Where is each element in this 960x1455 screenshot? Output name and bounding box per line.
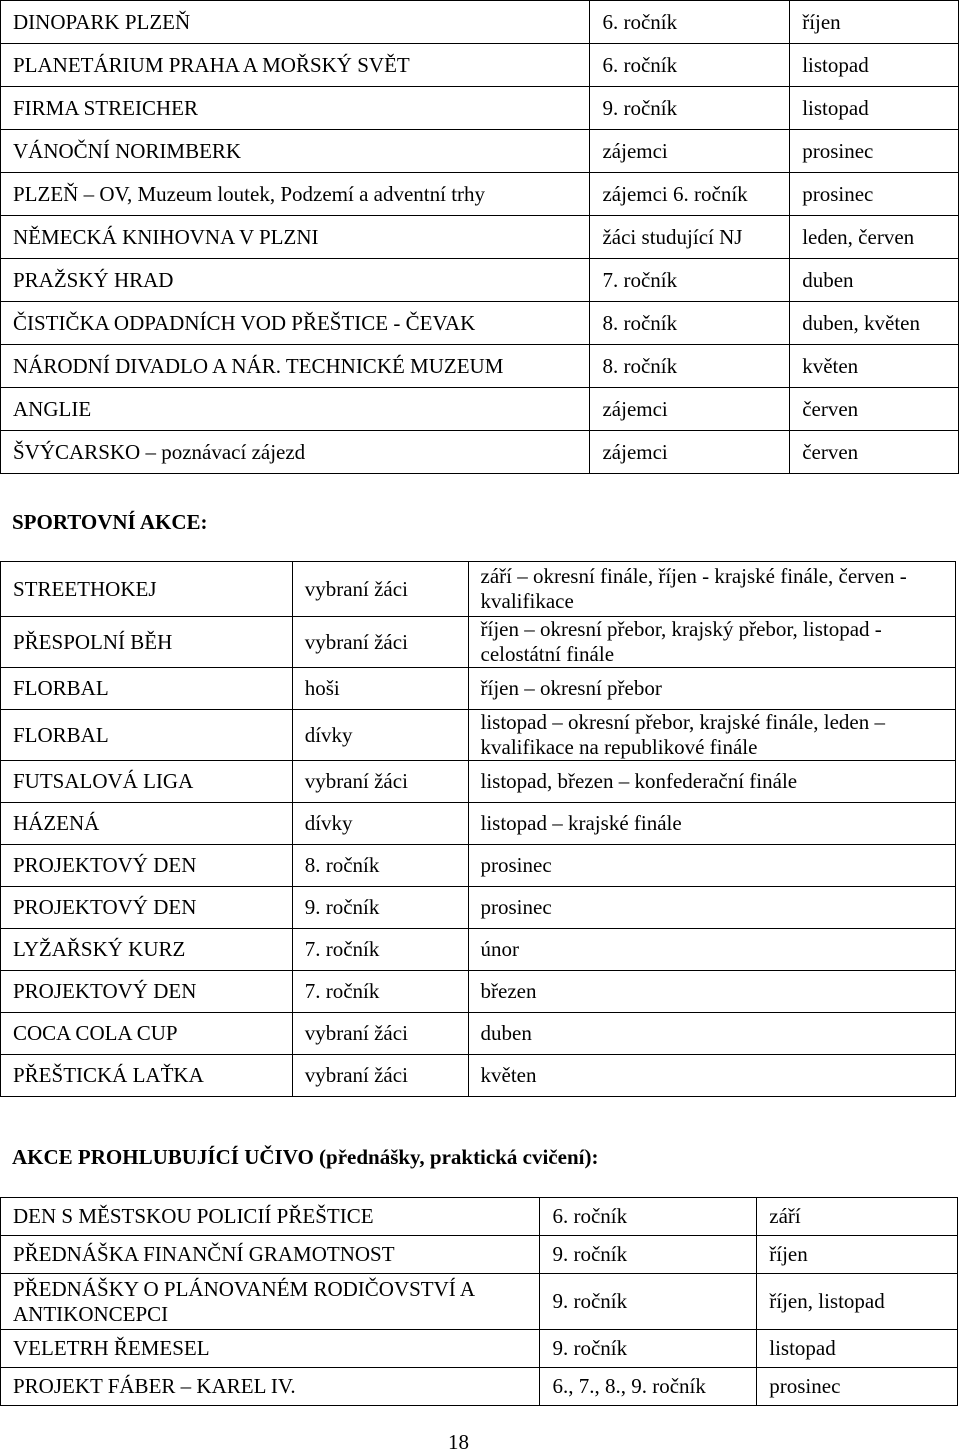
participants-cell: 7. ročník	[292, 929, 468, 971]
participants-cell: 6., 7., 8., 9. ročník	[540, 1368, 757, 1406]
activity-cell: DEN S MĚSTSKOU POLICIÍ PŘEŠTICE	[1, 1198, 540, 1236]
activity-cell: VELETRH ŘEMESEL	[1, 1330, 540, 1368]
date-cell: květen	[790, 345, 959, 388]
date-cell: duben	[790, 259, 959, 302]
activity-cell: FLORBAL	[1, 710, 293, 761]
participants-cell: 9. ročník	[540, 1274, 757, 1330]
date-cell: listopad	[790, 44, 959, 87]
activity-cell: PLZEŇ – OV, Muzeum loutek, Podzemí a adventní trhy	[1, 173, 590, 216]
participants-cell: 9. ročník	[540, 1236, 757, 1274]
activity-cell: PROJEKTOVÝ DEN	[1, 887, 293, 929]
activity-cell: ŠVÝCARSKO – poznávací zájezd	[1, 431, 590, 474]
table-row	[1, 345, 959, 388]
participants-cell: zájemci 6. ročník	[590, 173, 790, 216]
page-number: 18	[448, 1430, 469, 1454]
activity-cell: NÁRODNÍ DIVADLO A NÁR. TECHNICKÉ MUZEUM	[1, 345, 590, 388]
activity-cell: PROJEKTOVÝ DEN	[1, 971, 293, 1013]
activity-cell: PŘESPOLNÍ BĚH	[1, 617, 293, 668]
date-cell: září	[757, 1198, 958, 1236]
activity-cell: LYŽAŘSKÝ KURZ	[1, 929, 293, 971]
participants-cell: 7. ročník	[292, 971, 468, 1013]
table-row	[1, 431, 959, 474]
excursions-table	[0, 0, 959, 474]
activity-cell: PLANETÁRIUM PRAHA A MOŘSKÝ SVĚT	[1, 44, 590, 87]
date-cell: prosinec	[757, 1368, 958, 1406]
participants-cell: 8. ročník	[590, 302, 790, 345]
table-row	[1, 1, 959, 44]
activity-cell: ČISTIČKA ODPADNÍCH VOD PŘEŠTICE - ČEVAK	[1, 302, 590, 345]
table-row	[1, 617, 956, 668]
table-row	[1, 668, 956, 710]
table-row	[1, 710, 956, 761]
date-cell: říjen	[757, 1236, 958, 1274]
date-cell: listopad	[757, 1330, 958, 1368]
table-row	[1, 887, 956, 929]
activity-cell: COCA COLA CUP	[1, 1013, 293, 1055]
table-row	[1, 130, 959, 173]
participants-cell: vybraní žáci	[292, 617, 468, 668]
activity-cell: ANGLIE	[1, 388, 590, 431]
table-row	[1, 1055, 956, 1097]
date-cell: říjen – okresní přebor, krajský přebor, listopad - celostátní finále	[468, 617, 956, 668]
activity-cell: VÁNOČNÍ NORIMBERK	[1, 130, 590, 173]
table-row	[1, 259, 959, 302]
table-row	[1, 971, 956, 1013]
table-row	[1, 173, 959, 216]
activity-cell: PROJEKTOVÝ DEN	[1, 845, 293, 887]
participants-cell: zájemci	[590, 130, 790, 173]
date-cell: prosinec	[468, 845, 956, 887]
table-row	[1, 44, 959, 87]
date-cell: červen	[790, 388, 959, 431]
participants-cell: 6. ročník	[590, 1, 790, 44]
participants-cell: vybraní žáci	[292, 1055, 468, 1097]
participants-cell: zájemci	[590, 431, 790, 474]
table-row	[1, 1330, 958, 1368]
date-cell: prosinec	[790, 173, 959, 216]
sports-heading: SPORTOVNÍ AKCE:	[12, 510, 208, 534]
participants-cell: vybraní žáci	[292, 562, 468, 617]
participants-cell: dívky	[292, 803, 468, 845]
table-row	[1, 87, 959, 130]
table-row	[1, 761, 956, 803]
date-cell: prosinec	[468, 887, 956, 929]
participants-cell: hoši	[292, 668, 468, 710]
lectures-table	[0, 1197, 958, 1406]
date-cell: únor	[468, 929, 956, 971]
date-cell: listopad, březen – konfederační finále	[468, 761, 956, 803]
date-cell: listopad – okresní přebor, krajské finále, leden – kvalifikace na republikové finále	[468, 710, 956, 761]
activity-cell: FIRMA STREICHER	[1, 87, 590, 130]
activity-cell: NĚMECKÁ KNIHOVNA V PLZNI	[1, 216, 590, 259]
date-cell: říjen – okresní přebor	[468, 668, 956, 710]
activity-cell: PŘEDNÁŠKY O PLÁNOVANÉM RODIČOVSTVÍ A ANTIKONCEPCI	[1, 1274, 540, 1330]
table-row	[1, 216, 959, 259]
date-cell: září – okresní finále, říjen - krajské finále, červen - kvalifikace	[468, 562, 956, 617]
participants-cell: 8. ročník	[590, 345, 790, 388]
activity-cell: PROJEKT FÁBER – KAREL IV.	[1, 1368, 540, 1406]
date-cell: duben, květen	[790, 302, 959, 345]
table-row	[1, 845, 956, 887]
table-row	[1, 803, 956, 845]
date-cell: říjen, listopad	[757, 1274, 958, 1330]
table-row	[1, 929, 956, 971]
date-cell: květen	[468, 1055, 956, 1097]
date-cell: duben	[468, 1013, 956, 1055]
lectures-heading: AKCE PROHLUBUJÍCÍ UČIVO (přednášky, praktická cvičení):	[12, 1145, 599, 1169]
activity-cell: PRAŽSKÝ HRAD	[1, 259, 590, 302]
table-row	[1, 1368, 958, 1406]
activity-cell: PŘEŠTICKÁ LAŤKA	[1, 1055, 293, 1097]
activity-cell: FUTSALOVÁ LIGA	[1, 761, 293, 803]
date-cell: červen	[790, 431, 959, 474]
date-cell: listopad	[790, 87, 959, 130]
table-row	[1, 1013, 956, 1055]
participants-cell: 8. ročník	[292, 845, 468, 887]
participants-cell: žáci studující NJ	[590, 216, 790, 259]
participants-cell: zájemci	[590, 388, 790, 431]
activity-cell: STREETHOKEJ	[1, 562, 293, 617]
date-cell: listopad – krajské finále	[468, 803, 956, 845]
participants-cell: vybraní žáci	[292, 1013, 468, 1055]
participants-cell: 6. ročník	[540, 1198, 757, 1236]
activity-cell: DINOPARK PLZEŇ	[1, 1, 590, 44]
table-row	[1, 1198, 958, 1236]
table-row	[1, 302, 959, 345]
participants-cell: 6. ročník	[590, 44, 790, 87]
date-cell: březen	[468, 971, 956, 1013]
activity-cell: HÁZENÁ	[1, 803, 293, 845]
activity-cell: PŘEDNÁŠKA FINANČNÍ GRAMOTNOST	[1, 1236, 540, 1274]
sports-table	[0, 561, 956, 1097]
table-row	[1, 388, 959, 431]
date-cell: leden, červen	[790, 216, 959, 259]
participants-cell: dívky	[292, 710, 468, 761]
table-row	[1, 1236, 958, 1274]
table-row	[1, 562, 956, 617]
activity-cell: FLORBAL	[1, 668, 293, 710]
participants-cell: 9. ročník	[292, 887, 468, 929]
participants-cell: 7. ročník	[590, 259, 790, 302]
participants-cell: 9. ročník	[540, 1330, 757, 1368]
date-cell: říjen	[790, 1, 959, 44]
date-cell: prosinec	[790, 130, 959, 173]
participants-cell: 9. ročník	[590, 87, 790, 130]
table-row	[1, 1274, 958, 1330]
participants-cell: vybraní žáci	[292, 761, 468, 803]
